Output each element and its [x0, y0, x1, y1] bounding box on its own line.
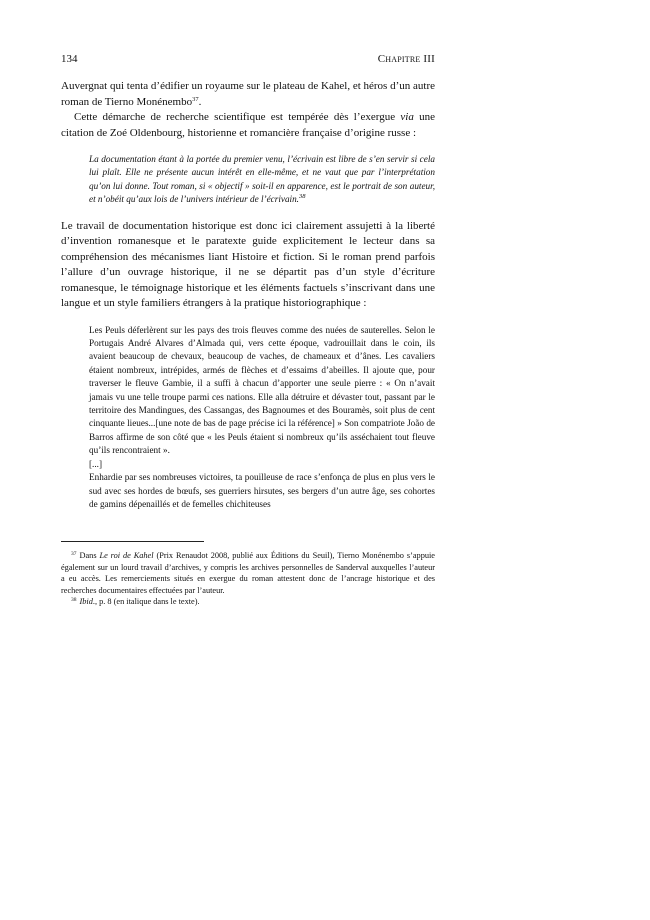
- footnote-text: (Prix Renaudot 2008, publié aux Éditions du Seuil), Tierno Monénembo s’appuie également sur un lourd travail d’archives, y compris les archives personnelles de Sanderval auxquelles l’auteur a eu accès. Les remerciements situés en exergue du roman attestent donc de l’ancrage historique et des recherches documentaires effectuées par l’auteur.: [61, 551, 435, 595]
- footnote-38: [61, 596, 435, 607]
- paragraph-2-text-a: Cette démarche de recherche scientifique est tempérée dès l’exergue: [74, 111, 401, 123]
- chapter-title: Chapitre III: [377, 53, 435, 65]
- footnote-ibid: Ibid: [79, 596, 93, 606]
- paragraph-1-end: .: [198, 95, 202, 108]
- footnote-ref-38[interactable]: 38: [298, 193, 306, 201]
- paragraph-3: Le travail de documentation historique est donc ici clairement assujetti à la liberté d’invention romanesque et le paratexte guide explicitement le lecteur dans sa compréhension des mécanismes liant Histoire et fiction. Si le roman prend parfois l’allure d’un ouvrage historique, il ne se départit pas d’un style d’écriture romanesque, le témoignage historique et les éléments factuels s’inscrivant dans une langue et un style familiers étrangers à la pratique historiographique :: [61, 219, 435, 310]
- block-quote-ellipsis: [...]: [89, 458, 103, 469]
- footnote-book-title: Le roi de Kahel: [99, 551, 154, 561]
- block-quote-part-1: Les Peuls déferlèrent sur les pays des trois fleuves comme des nuées de sauterelles. Selon le Portugais André Alvares d’Almada qui, vers cette époque, vadrouillait dans le coin, ils avaient beaucoup de chevaux, beaucoup de vaches, de chameaux et d’ânes. Les cavaliers étaient nombreux, intrépides, armés de flèches et d’essaims d’abeilles. Il ajoute que, pour traverser le fleuve Gambie, il a suffi à chacun d’apporter une seule pierre : « On n’avait jamais vu une telle troupe parmi ces nations. Elle alla détruire et dévaster tout, passant par le territoire des Mandingues, des Cassangas, des Bagnoumes et des Bouramès, soit plus de cent cinquante lieues...[une note de bas de page précise ici la référence] » Son compatriote João de Barros affirme de son côté que « les Peuls étaient si nombreux qu’ils asséchaient tout fleuve qu’ils rencontraient ».: [89, 324, 435, 456]
- footnote-text: ., p. 8 (en italique dans le texte).: [92, 596, 200, 606]
- via-italic: via: [400, 111, 414, 123]
- paragraph-1: [61, 79, 435, 110]
- paragraph-2: [61, 110, 435, 141]
- paragraph-2-text-b: une citation de Zoé Oldenbourg, historienne et romancière française d’origine russe :: [61, 111, 435, 139]
- footnote-ref-37[interactable]: 37: [192, 95, 199, 103]
- block-quote-part-2: Enhardie par ses nombreuses victoires, ta pouilleuse de race s’enfonça de plus en plus vers le sud avec ses hordes de bœufs, ses guerriers hirsutes, ses bergers d’un autre âge, ses cohortes de gamins dépenaillés et de femelles chichiteuses: [89, 472, 435, 509]
- page-number: 134: [61, 53, 78, 65]
- footnote-number: 38: [71, 596, 77, 603]
- epigraph-quote: [89, 153, 435, 207]
- footnote-number: 37: [71, 551, 77, 558]
- footnote-lead: Dans: [79, 551, 100, 561]
- block-quote: [89, 324, 435, 512]
- paragraph-1-text: Auvergnat qui tenta d’édifier un royaume sur le plateau de Kahel, et héros d’un autre roman de Tierno Monénembo: [61, 80, 435, 108]
- running-header: [61, 52, 435, 66]
- footnote-separator: [61, 541, 204, 542]
- footnote-37: [61, 550, 435, 596]
- book-page: [61, 52, 435, 607]
- epigraph-text: La documentation étant à la portée du premier venu, l’écrivain est libre de s’en servir si cela lui plaît. Elle ne présente aucun intérêt en elle-même, et ne vaut que par l’interprétation qu’on lui donne. Tout roman, si « objectif » soit-il en apparence, est le portrait de son auteur, et n’obéit qu’aux lois de l’univers intérieur de l’écrivain.: [89, 154, 435, 205]
